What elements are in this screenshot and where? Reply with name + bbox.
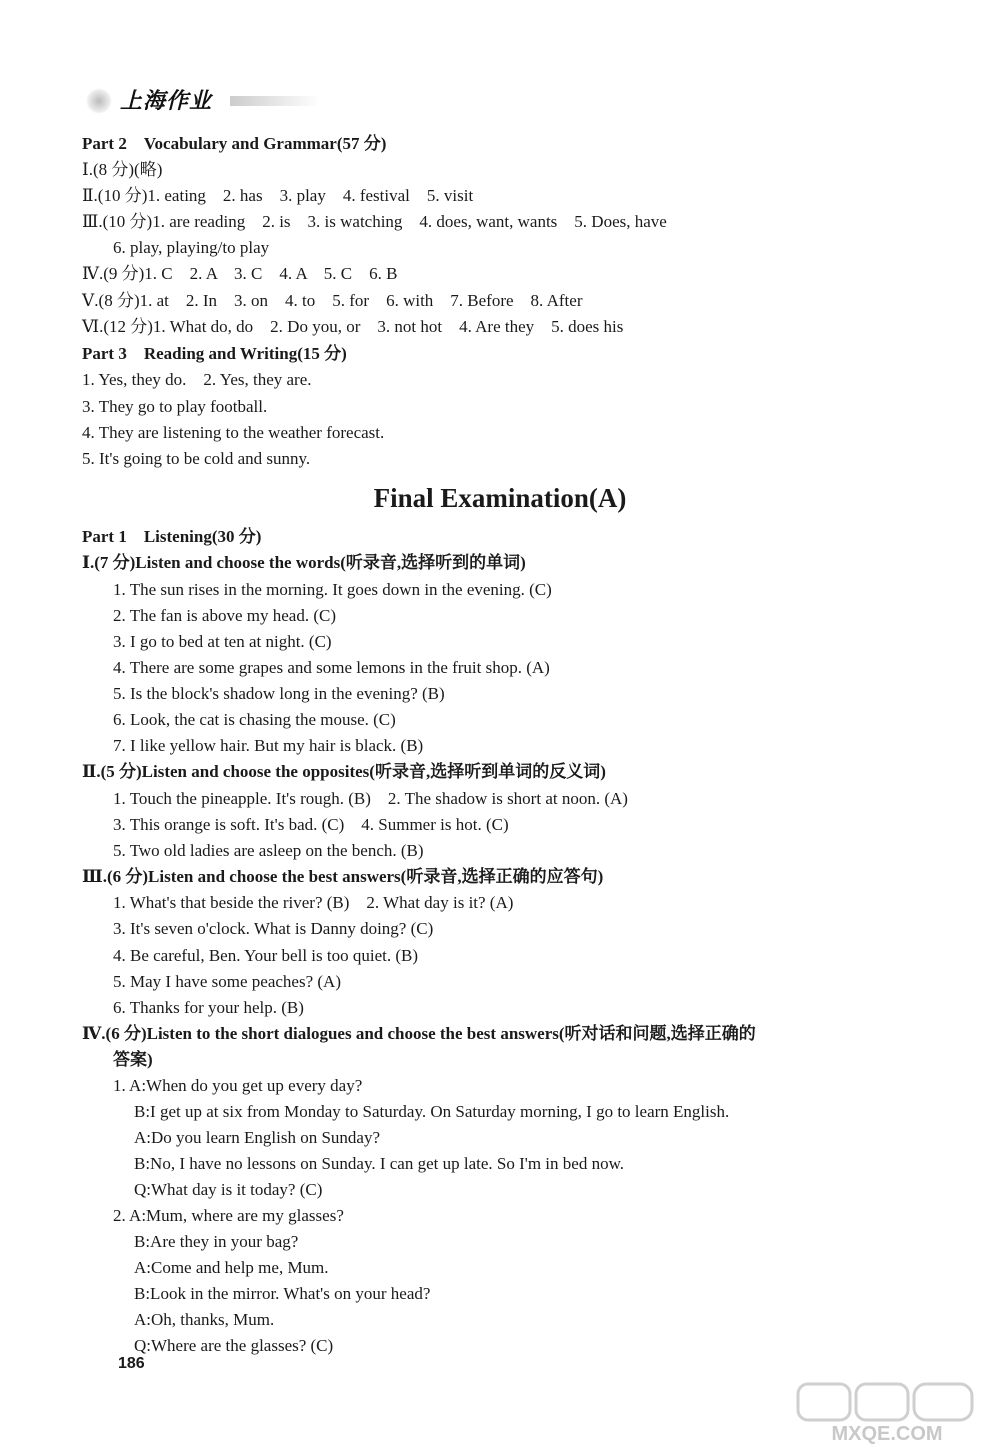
section-heading: Part 1 Listening(30 分) <box>82 527 262 546</box>
answer-line: 3. This orange is soft. It's bad. (C) 4. Summer is hot. (C) <box>113 815 509 834</box>
answer-line: 4. There are some grapes and some lemons in the fruit shop. (A) <box>113 658 550 677</box>
answer-line: Ⅳ.(9 分)1. C 2. A 3. C 4. A 5. C 6. B <box>82 264 398 283</box>
section-heading: Ⅳ.(6 分)Listen to the short dialogues and choose the best answers(听对话和问题,选择正确的 <box>82 1024 756 1043</box>
book-logo <box>82 82 322 120</box>
answer-line: 4. Be careful, Ben. Your bell is too quiet. (B) <box>113 946 419 965</box>
answer-line: 5. May I have some peaches? (A) <box>113 972 341 991</box>
answer-line: B:Look in the mirror. What's on your head? <box>134 1284 431 1303</box>
answer-line: B:No, I have no lessons on Sunday. I can get up late. So I'm in bed now. <box>134 1154 625 1173</box>
answer-line: 6. play, playing/to play <box>113 238 270 257</box>
answer-line: 1. Touch the pineapple. It's rough. (B) 2. The shadow is short at noon. (A) <box>113 789 628 808</box>
answer-line: 3. I go to bed at ten at night. (C) <box>113 632 332 651</box>
answer-line: 7. I like yellow hair. But my hair is black. (B) <box>113 736 424 755</box>
answer-line: 3. It's seven o'clock. What is Danny doing? (C) <box>113 919 434 938</box>
section-heading: Ⅰ.(7 分)Listen and choose the words(听录音,选择听到的单词) <box>82 553 526 572</box>
answer-line: 5. Is the block's shadow long in the evening? (B) <box>113 684 445 703</box>
logo-emblem-icon <box>86 88 112 114</box>
answer-line: A:Do you learn English on Sunday? <box>134 1128 380 1147</box>
watermark-text: MXQE.COM <box>831 1423 943 1445</box>
answer-line: 6. Thanks for your help. (B) <box>113 998 304 1017</box>
answer-line: 5. It's going to be cold and sunny. <box>82 449 311 468</box>
answer-line: 1. A:When do you get up every day? <box>113 1076 363 1095</box>
logo-text: 上海作业 <box>120 89 213 114</box>
answer-line: 2. The fan is above my head. (C) <box>113 606 336 625</box>
exam-title: Final Examination(A) <box>373 483 627 513</box>
answer-line: Q:What day is it today? (C) <box>134 1180 323 1199</box>
answer-line: 2. A:Mum, where are my glasses? <box>113 1206 344 1225</box>
answer-line: 4. They are listening to the weather forecast. <box>82 423 385 442</box>
logo-decoration <box>230 96 320 106</box>
answer-line: Ⅲ.(10 分)1. are reading 2. is 3. is watching 4. does, want, wants 5. Does, have <box>82 212 667 231</box>
answer-line: 1. Yes, they do. 2. Yes, they are. <box>82 370 312 389</box>
answer-line: Ⅵ.(12 分)1. What do, do 2. Do you, or 3. not hot 4. Are they 5. does his <box>82 317 624 336</box>
section-heading: Part 3 Reading and Writing(15 分) <box>82 344 347 363</box>
answer-line: A:Oh, thanks, Mum. <box>134 1310 275 1329</box>
section-heading: Ⅲ.(6 分)Listen and choose the best answers(听录音,选择正确的应答句) <box>82 867 604 886</box>
section-heading: Ⅱ.(5 分)Listen and choose the opposites(听录音,选择听到单词的反义词) <box>82 762 606 781</box>
watermark-logo <box>790 1380 985 1445</box>
section-heading: Part 2 Vocabulary and Grammar(57 分) <box>82 134 387 153</box>
answer-line: Ⅰ.(8 分)(略) <box>82 160 163 179</box>
answer-line: B:Are they in your bag? <box>134 1232 299 1251</box>
answer-line: Ⅴ.(8 分)1. at 2. In 3. on 4. to 5. for 6. with 7. Before 8. After <box>82 291 583 310</box>
page-number: 186 <box>118 1355 145 1372</box>
answer-line: 6. Look, the cat is chasing the mouse. (C) <box>113 710 396 729</box>
answer-line: 5. Two old ladies are asleep on the bench. (B) <box>113 841 424 860</box>
section-heading: 答案) <box>113 1050 153 1069</box>
answer-line: 3. They go to play football. <box>82 397 268 416</box>
answer-line: A:Come and help me, Mum. <box>134 1258 329 1277</box>
answer-line: 1. What's that beside the river? (B) 2. What day is it? (A) <box>113 893 514 912</box>
answer-line: Q:Where are the glasses? (C) <box>134 1336 334 1355</box>
answer-line: 1. The sun rises in the morning. It goes down in the evening. (C) <box>113 580 552 599</box>
answer-line: B:I get up at six from Monday to Saturday. On Saturday morning, I go to learn English. <box>134 1102 730 1121</box>
answer-line: Ⅱ.(10 分)1. eating 2. has 3. play 4. festival 5. visit <box>82 186 474 205</box>
